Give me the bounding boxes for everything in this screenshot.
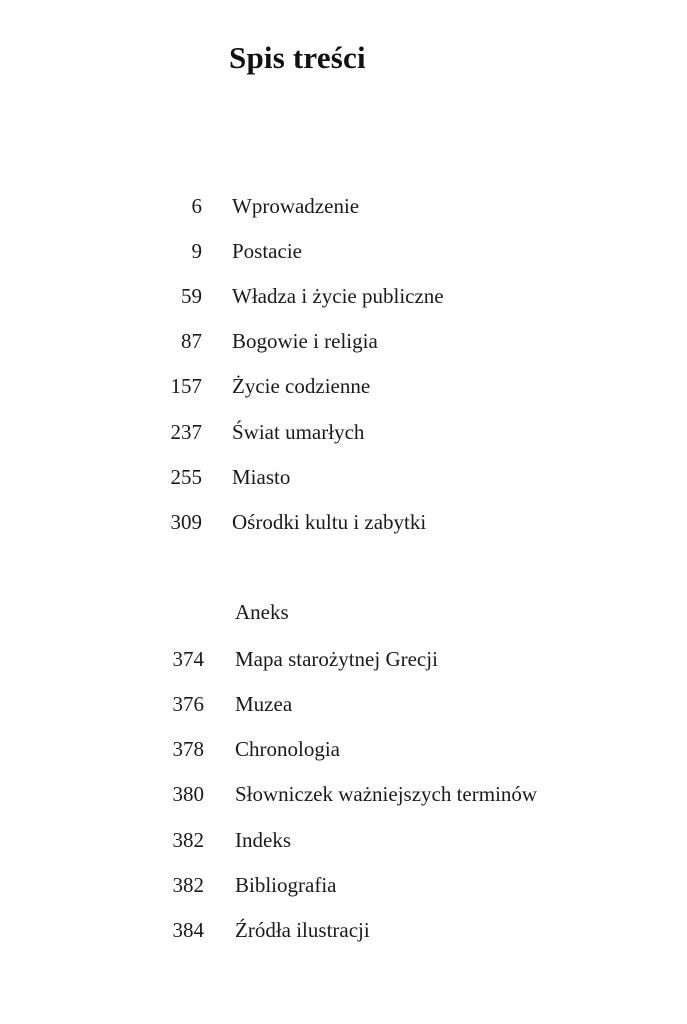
toc-page-number: 374 [172, 647, 204, 671]
toc-entry-label: Ośrodki kultu i zabytki [232, 510, 427, 534]
toc-page-number: 237 [170, 420, 202, 444]
toc-entry-daily-life [0, 371, 687, 401]
toc-entry-characters [0, 236, 687, 266]
toc-entry-museums [0, 689, 687, 719]
toc-entry-label: Wprowadzenie [232, 194, 360, 218]
toc-page-number: 382 [172, 873, 204, 897]
toc-entry-label: Muzea [235, 692, 293, 716]
toc-page-number: 384 [172, 918, 204, 942]
toc-entry-label: Świat umarłych [232, 420, 365, 444]
toc-page-number: 59 [181, 284, 202, 308]
toc-page-number: 9 [191, 239, 202, 263]
toc-page-number: 378 [172, 737, 204, 761]
toc-entry-label: Mapa starożytnej Grecji [235, 647, 438, 671]
toc-page-number: 380 [172, 782, 204, 806]
toc-entry-label: Bogowie i religia [232, 329, 378, 353]
toc-page-number: 382 [172, 828, 204, 852]
toc-page-number: 376 [172, 692, 204, 716]
toc-entry-map [0, 644, 687, 674]
toc-entry-introduction [0, 191, 687, 221]
toc-entry-city [0, 462, 687, 492]
toc-entry-label: Postacie [232, 239, 302, 263]
toc-entry-cult-centers [0, 507, 687, 537]
toc-page-number: 255 [170, 465, 202, 489]
toc-page-number: 6 [191, 194, 202, 218]
toc-entry-label: Indeks [235, 828, 291, 852]
appendix-heading: Aneks [235, 600, 289, 624]
toc-entry-chronology [0, 734, 687, 764]
toc-entry-power-public-life [0, 281, 687, 311]
toc-entry-label: Władza i życie publiczne [232, 284, 444, 308]
toc-entry-label: Miasto [232, 465, 291, 489]
toc-entry-label: Życie codzienne [232, 374, 371, 398]
toc-entry-label: Słowniczek ważniejszych terminów [235, 782, 538, 806]
toc-entry-illustration-sources [0, 915, 687, 945]
toc-entry-label: Bibliografia [235, 873, 337, 897]
toc-entry-label: Źródła ilustracji [235, 918, 370, 942]
toc-page-number: 87 [181, 329, 202, 353]
toc-entry-index [0, 825, 687, 855]
toc-entry-label: Chronologia [235, 737, 340, 761]
toc-page-number: 309 [170, 510, 202, 534]
toc-entry-glossary [0, 779, 687, 809]
toc-page-number: 157 [170, 374, 202, 398]
page-title: Spis treści [229, 40, 366, 75]
toc-entry-gods-religion [0, 326, 687, 356]
toc-entry-world-of-dead [0, 417, 687, 447]
toc-entry-bibliography [0, 870, 687, 900]
